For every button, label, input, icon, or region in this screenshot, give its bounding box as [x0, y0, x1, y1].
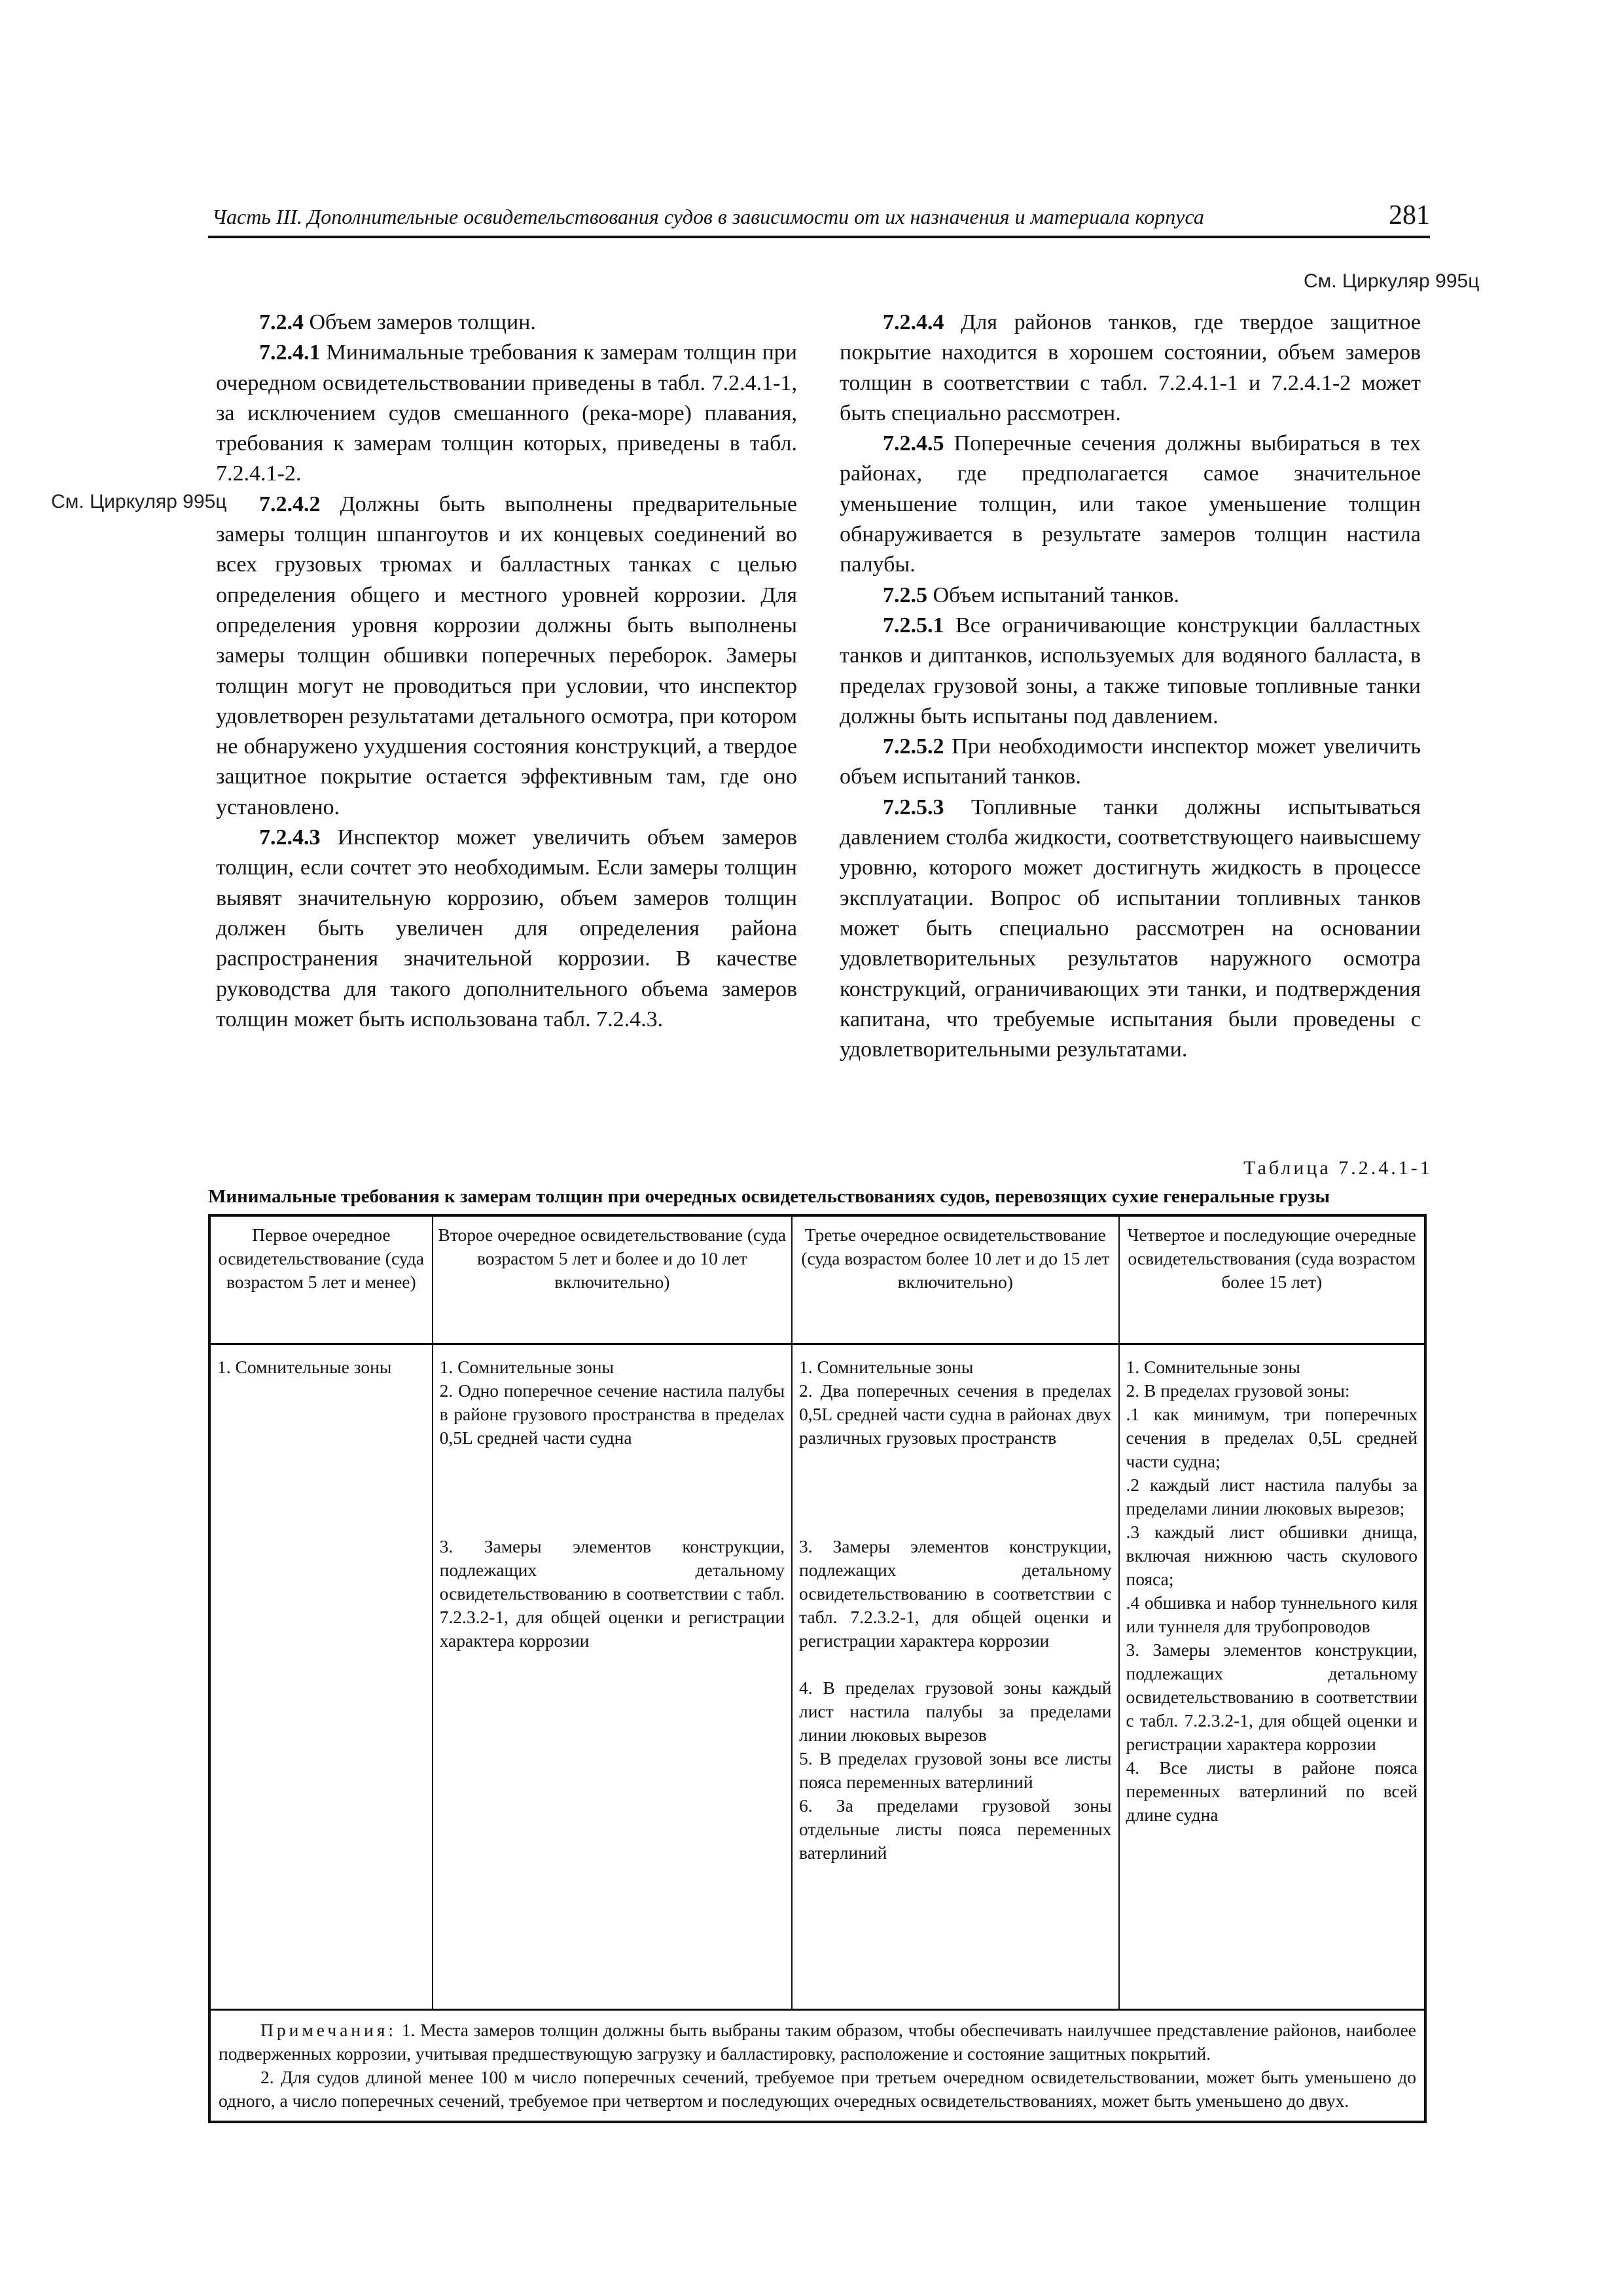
section-number: 7.2.4.5	[883, 431, 944, 456]
paragraph-7-2-4	[216, 308, 797, 338]
notes-label: Примечания:	[260, 2020, 397, 2040]
paragraph-text: Все ограничивающие конструкции балластных танков и диптанков, используемых для водяного балласта, в пределах грузовой зоны, а также типовые топливные танки должны быть испытаны под давлением.	[840, 613, 1421, 728]
section-number: 7.2.5.2	[883, 734, 944, 759]
paragraph-7-2-4-5	[840, 429, 1421, 580]
requirements-table	[208, 1214, 1427, 2123]
cell-item: 4. Все листы в районе пояса переменных ватерлиний по всей длине судна	[1126, 1757, 1418, 1825]
paragraph-text: Для районов танков, где твердое защитное покрытие находится в хорошем состоянии, объем замеров толщин в соответствии с табл. 7.2.4.1-1 и 7.2.4.1-2 может быть специально рассмотрен.	[840, 310, 1421, 425]
paragraph-7-2-5-3	[840, 793, 1421, 1066]
cell-item: 3. Замеры элементов конструкции, подлежащих детальному освидетельствованию в соответствии с табл. 7.2.3.2-1, для общей оценки и регистрации характера коррозии	[1126, 1640, 1418, 1754]
paragraph-7-2-4-2	[216, 490, 797, 823]
paragraph-text: При необходимости инспектор может увеличить объем испытаний танков.	[840, 734, 1421, 789]
section-number: 7.2.4.2	[259, 492, 321, 516]
cell-item: 6. За пределами грузовой зоны отдельные листы пояса переменных ватерлиний	[799, 1795, 1112, 1863]
paragraph-7-2-5-2	[840, 732, 1421, 793]
paragraph-text: Должны быть выполнены предварительные замеры толщин шпангоутов и их концевых соединений во всех грузовых трюмах и балластных танках с целью определения общего и местного уровней коррозии. Для определения уровня коррозии должны быть выполнены замеры толщин обшивки поперечных переборок. Замеры толщин могут не проводиться при условии, что инспектор удовлетворен результатами детального осмотра, при котором не обнаружено ухудшения состояния конструкций, а твердое защитное покрытие остается эффективным там, где оно установлено.	[216, 492, 797, 819]
section-number: 7.2.5	[883, 583, 927, 607]
section-number: 7.2.4.1	[259, 340, 321, 365]
cell-item: 5. В пределах грузовой зоны все листы пояса переменных ватерлиний	[799, 1748, 1112, 1792]
cell-item: 3. Замеры элементов конструкции, подлежащих детальному освидетельствованию в соответствии с табл. 7.2.3.2-1, для общей оценки и регистрации характера коррозии	[799, 1536, 1112, 1651]
cell-item: 2. В пределах грузовой зоны:	[1126, 1380, 1350, 1401]
cell-item: 1. Сомнительные зоны	[217, 1357, 392, 1377]
cell-item: 3. Замеры элементов конструкции, подлежащих детальному освидетельствованию в соответствии с табл. 7.2.3.2-1, для общей оценки и регистрации характера коррозии	[439, 1536, 785, 1651]
header-title: Часть III. Дополнительные освидетельствования судов в зависимости от их назначения и материала корпуса	[212, 205, 1204, 228]
page-number: 281	[1389, 200, 1430, 230]
note-2: 2. Для судов длиной менее 100 м число поперечных сечений, требуемое при третьем очередном освидетельствовании, может быть уменьшено до одного, а число поперечных сечений, требуемое при четвертом и последующих очередных освидетельствованиях, может быть уменьшено до двух.	[219, 2067, 1416, 2111]
paragraph-7-2-4-3	[216, 823, 797, 1035]
table-label: Таблица 7.2.4.1-1	[1243, 1157, 1433, 1179]
table-title: Минимальные требования к замерам толщин при очередных освидетельствованиях судов, перевозящих сухие генеральные грузы	[208, 1186, 1330, 1207]
running-header	[208, 202, 1430, 238]
paragraph-text: Объем испытаний танков.	[927, 583, 1179, 607]
cell-second-survey	[433, 1345, 793, 2009]
cell-item: .3 каждый лист обшивки днища, включая нижнюю часть скулового пояса;	[1126, 1522, 1418, 1589]
paragraph-text: Инспектор может увеличить объем замеров толщин, если сочтет это необходимым. Если замеры толщин выявят значительную коррозию, объем замеров толщин должен быть увеличен для определения района распространения значительной коррозии. В качестве руководства для такого дополнительного объема замеров толщин может быть использована табл. 7.2.4.3.	[216, 825, 797, 1031]
cell-first-survey	[211, 1345, 433, 2009]
column-header-fourth-survey: Четвертое и последующие очередные освидетельствования (суда возрастом более 15 лет)	[1127, 1225, 1416, 1292]
cell-item: 1. Сомнительные зоны	[439, 1357, 614, 1377]
paragraph-text: Объем замеров толщин.	[304, 310, 536, 334]
cell-item: .4 обшивка и набор туннельного киля или туннеля для трубопроводов	[1126, 1592, 1418, 1636]
note-text: 1. Места замеров толщин должны быть выбраны таким образом, чтобы обеспечивать наилучшее представление районов, наиболее подверженных коррозии, учитывая предшествующую загрузку и балластировку, расположение и состояние защитных покрытий.	[219, 2020, 1416, 2064]
section-number: 7.2.4	[259, 310, 304, 334]
paragraph-text: Поперечные сечения должны выбираться в тех районах, где предполагается самое значительное уменьшение толщин, или такое уменьшение толщин обнаруживается в результате замеров толщин настила палубы.	[840, 431, 1421, 577]
cell-item: 2. Одно поперечное сечение настила палубы в районе грузового пространства в пределах 0,5L средней части судна	[439, 1380, 785, 1448]
cell-item: .2 каждый лист настила палубы за пределами линии люковых вырезов;	[1126, 1475, 1418, 1518]
column-header-second-survey: Второе очередное освидетельствование (суда возрастом 5 лет и более и до 10 лет включительно)	[433, 1217, 793, 1343]
cell-fourth-survey	[1120, 1345, 1425, 2009]
table-body-row	[211, 1345, 1424, 2011]
right-column	[840, 308, 1421, 1065]
section-number: 7.2.5.3	[883, 795, 944, 819]
section-number: 7.2.5.1	[883, 613, 944, 637]
cell-item: 1. Сомнительные зоны	[1126, 1357, 1300, 1377]
paragraph-7-2-4-4	[840, 308, 1421, 429]
paragraph-7-2-4-1	[216, 338, 797, 489]
paragraph-text: Топливные танки должны испытываться давлением столба жидкости, соответствующего наивысшему уровню, которого может достигнуть жидкость в процессе эксплуатации. Вопрос об испытании топливных танков может быть специально рассмотрен на основании удовлетворительных результатов наружного осмотра конструкций, ограничивающих эти танки, и подтверждения капитана, что требуемые испытания были проведены с удовлетворительными результатами.	[840, 795, 1421, 1062]
section-number: 7.2.4.3	[259, 825, 321, 850]
cell-third-survey	[793, 1345, 1119, 2009]
cell-item: 4. В пределах грузовой зоны каждый лист настила палубы за пределами линии люковых вырезов	[799, 1677, 1112, 1745]
table-header-row	[211, 1217, 1424, 1345]
paragraph-text: Минимальные требования к замерам толщин при очередном освидетельствовании приведены в табл. 7.2.4.1-1, за исключением судов смешанного (река-море) плавания, требования к замерам толщин которых, приведены в табл. 7.2.4.1-2.	[216, 340, 797, 486]
paragraph-7-2-5-1	[840, 611, 1421, 732]
cell-item: .1 как минимум, три поперечных сечения в пределах 0,5L средней части судна;	[1126, 1404, 1418, 1471]
table-notes	[211, 2011, 1424, 2121]
cell-item: 1. Сомнительные зоны	[799, 1357, 974, 1377]
column-header-first-survey: Первое очередное освидетельствование (суда возрастом 5 лет и менее)	[211, 1217, 433, 1343]
left-column	[216, 308, 797, 1035]
margin-note-left[interactable]: См. Циркуляр 995ц	[51, 491, 227, 512]
paragraph-7-2-5	[840, 581, 1421, 611]
cell-item: 2. Два поперечных сечения в пределах 0,5L средней части судна в районах двух различных грузовых пространств	[799, 1380, 1112, 1448]
margin-note-right[interactable]: См. Циркуляр 995ц	[1304, 270, 1480, 292]
note-1	[219, 2018, 1416, 2066]
column-header-third-survey: Третье очередное освидетельствование (суда возрастом более 10 лет и до 15 лет включительно)	[793, 1217, 1119, 1343]
section-number: 7.2.4.4	[883, 310, 944, 334]
